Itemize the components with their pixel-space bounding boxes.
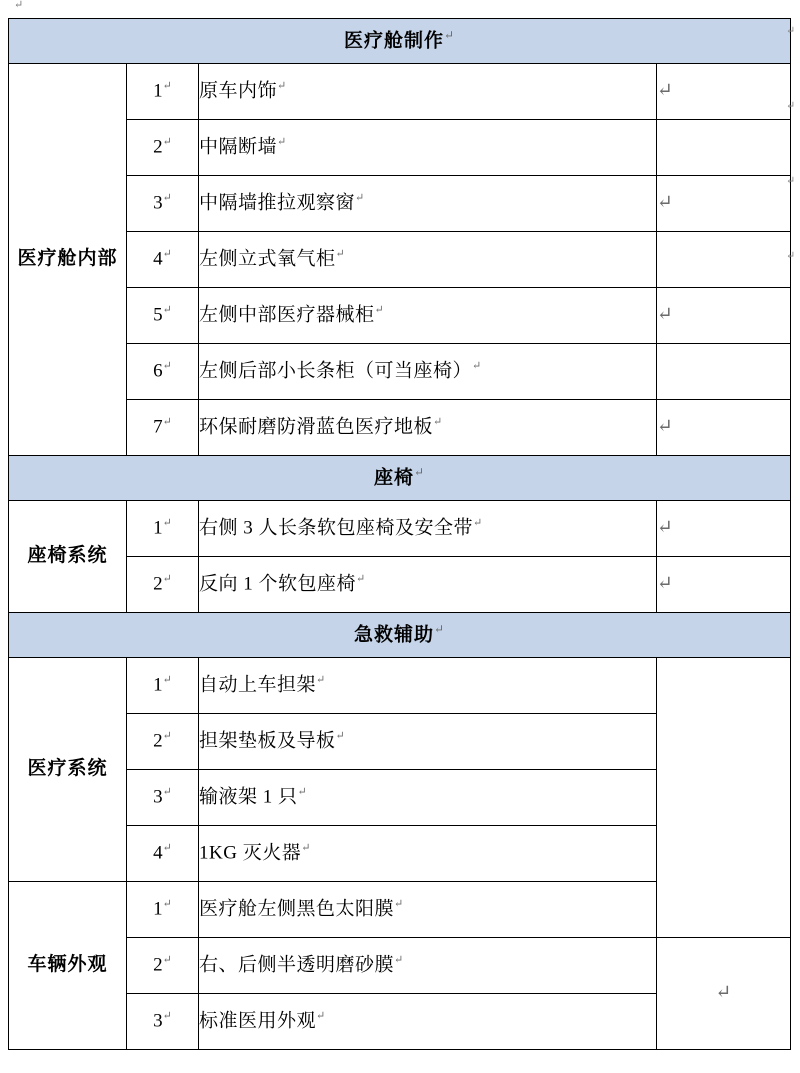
margin-mark: ↵	[786, 175, 796, 187]
section-title: 座椅	[373, 467, 414, 489]
section-header-row	[9, 613, 791, 658]
note-cell: ↵	[657, 501, 791, 557]
note-cell: ↵	[657, 288, 791, 344]
paragraph-mark: ↵	[335, 730, 346, 743]
note-cell: ↵	[657, 400, 791, 456]
paragraph-mark: ↵	[162, 360, 172, 373]
row-number	[127, 882, 199, 938]
margin-mark: ↵	[786, 250, 796, 262]
paragraph-mark: ↵	[162, 730, 172, 743]
row-number-text: 3	[153, 786, 163, 808]
equipment-table	[8, 18, 791, 1050]
row-number	[127, 714, 199, 770]
row-number-text: 2	[153, 954, 163, 976]
paragraph-mark: ↵	[162, 954, 172, 967]
item-text	[199, 557, 657, 613]
item-text	[199, 344, 657, 400]
row-number	[127, 826, 199, 882]
item-text	[199, 938, 657, 994]
paragraph-mark: ↵	[355, 192, 365, 205]
item-text	[199, 770, 657, 826]
paragraph-mark: ↵	[162, 192, 172, 205]
note-cell	[657, 120, 791, 176]
paragraph-mark: ↵	[277, 80, 287, 93]
group-label-cell: 医疗系统	[9, 658, 127, 882]
paragraph-mark: ↵	[316, 1010, 326, 1023]
section-title-cell	[9, 456, 791, 501]
item-label: 左侧立式氧气柜	[199, 248, 336, 270]
row-number-text: 1	[153, 80, 163, 102]
row-number	[127, 994, 199, 1050]
row-number-text: 1	[153, 898, 163, 920]
item-label: 左侧中部医疗器械柜	[199, 304, 375, 326]
row-number	[127, 344, 199, 400]
paragraph-mark-top: ↵	[14, 0, 24, 11]
item-label: 左侧后部小长条柜（可当座椅）	[199, 360, 473, 382]
paragraph-mark: ↵	[162, 1010, 172, 1023]
row-number	[127, 288, 199, 344]
margin-mark: ↵	[786, 25, 796, 37]
item-text	[199, 826, 657, 882]
paragraph-mark: ↵	[433, 416, 443, 429]
note-cell	[657, 344, 791, 400]
item-label: 1KG 灭火器	[199, 842, 302, 864]
table-row	[9, 232, 791, 288]
table-row	[9, 344, 791, 400]
paragraph-mark: ↵	[394, 954, 404, 967]
section-title: 医疗舱制作	[343, 30, 444, 52]
section-title-cell	[9, 613, 791, 658]
row-number-text: 4	[153, 842, 163, 864]
section-title-cell	[9, 19, 791, 64]
paragraph-mark: ↵	[162, 136, 172, 149]
row-number-text: 1	[153, 517, 163, 539]
paragraph-mark: ↵	[473, 517, 483, 530]
paragraph-mark: ↵	[277, 136, 287, 149]
paragraph-mark: ↵	[162, 573, 172, 586]
item-text	[199, 400, 657, 456]
item-label: 医疗舱左侧黑色太阳膜	[199, 898, 395, 920]
section-header-row	[9, 456, 791, 501]
table-row	[9, 501, 791, 557]
paragraph-mark: ↵	[301, 842, 311, 855]
item-text	[199, 714, 657, 770]
note-cell	[657, 658, 791, 938]
table-row	[9, 658, 791, 714]
table-row	[9, 120, 791, 176]
paragraph-mark: ↵	[316, 674, 326, 687]
paragraph-mark: ↵	[374, 304, 385, 317]
note-cell	[657, 232, 791, 288]
item-text	[199, 176, 657, 232]
item-label: 右侧 3 人长条软包座椅及安全带	[199, 517, 474, 539]
group-label-cell: 医疗舱内部	[9, 64, 127, 456]
table-row	[9, 400, 791, 456]
row-number	[127, 400, 199, 456]
paragraph-mark: ↵	[162, 842, 172, 855]
item-text	[199, 501, 657, 557]
item-label: 自动上车担架	[199, 674, 317, 696]
paragraph-mark: ↵	[297, 786, 308, 799]
row-number-text: 5	[153, 304, 163, 326]
row-number	[127, 501, 199, 557]
paragraph-mark: ↵	[356, 573, 366, 586]
item-text	[199, 120, 657, 176]
paragraph-mark: ↵	[394, 898, 404, 911]
note-cell: ↵	[657, 176, 791, 232]
row-number	[127, 232, 199, 288]
row-number	[127, 120, 199, 176]
item-label: 担架垫板及导板	[199, 730, 336, 752]
row-number	[127, 557, 199, 613]
row-number-text: 7	[153, 416, 163, 438]
paragraph-mark: ↵	[335, 248, 346, 261]
note-cell: ↵	[657, 64, 791, 120]
margin-paragraph-marks	[786, 26, 798, 326]
table-row	[9, 938, 791, 994]
paragraph-mark: ↵	[413, 465, 426, 480]
item-text	[199, 64, 657, 120]
paragraph-mark: ↵	[433, 622, 446, 637]
paragraph-mark: ↵	[162, 416, 172, 429]
item-label: 输液架 1 只	[199, 786, 298, 808]
item-label: 原车内饰	[199, 80, 278, 102]
item-label: 中隔断墙	[199, 136, 278, 158]
section-header-row	[9, 19, 791, 64]
row-number-text: 2	[153, 573, 163, 595]
group-label-cell: 座椅系统	[9, 501, 127, 613]
table-row	[9, 288, 791, 344]
item-label: 环保耐磨防滑蓝色医疗地板	[199, 416, 434, 438]
row-number	[127, 64, 199, 120]
group-label-cell: 车辆外观	[9, 882, 127, 1050]
row-number-text: 4	[153, 248, 163, 270]
item-text	[199, 658, 657, 714]
item-text	[199, 994, 657, 1050]
note-cell: ↵	[657, 557, 791, 613]
paragraph-mark: ↵	[162, 517, 172, 530]
item-label: 反向 1 个软包座椅	[199, 573, 357, 595]
paragraph-mark: ↵	[443, 28, 456, 43]
row-number	[127, 770, 199, 826]
paragraph-mark: ↵	[162, 248, 172, 261]
item-label: 中隔墙推拉观察窗	[199, 192, 356, 214]
paragraph-mark: ↵	[162, 898, 172, 911]
row-number	[127, 658, 199, 714]
item-text	[199, 288, 657, 344]
row-number-text: 2	[153, 136, 163, 158]
table-row	[9, 557, 791, 613]
paragraph-mark: ↵	[162, 80, 172, 93]
paragraph-mark: ↵	[162, 304, 172, 317]
row-number	[127, 938, 199, 994]
row-number-text: 6	[153, 360, 163, 382]
table-row	[9, 176, 791, 232]
table-row	[9, 64, 791, 120]
item-text	[199, 232, 657, 288]
item-label: 标准医用外观	[199, 1010, 317, 1032]
paragraph-mark: ↵	[472, 360, 482, 373]
row-number	[127, 176, 199, 232]
note-cell: ↵	[657, 938, 791, 1050]
paragraph-mark: ↵	[162, 786, 172, 799]
item-text	[199, 882, 657, 938]
item-label: 右、后侧半透明磨砂膜	[199, 954, 395, 976]
row-number-text: 1	[153, 674, 163, 696]
section-title: 急救辅助	[353, 624, 434, 646]
row-number-text: 2	[153, 730, 163, 752]
row-number-text: 3	[153, 1010, 163, 1032]
row-number-text: 3	[153, 192, 163, 214]
margin-mark: ↵	[786, 100, 796, 112]
paragraph-mark: ↵	[162, 674, 172, 687]
